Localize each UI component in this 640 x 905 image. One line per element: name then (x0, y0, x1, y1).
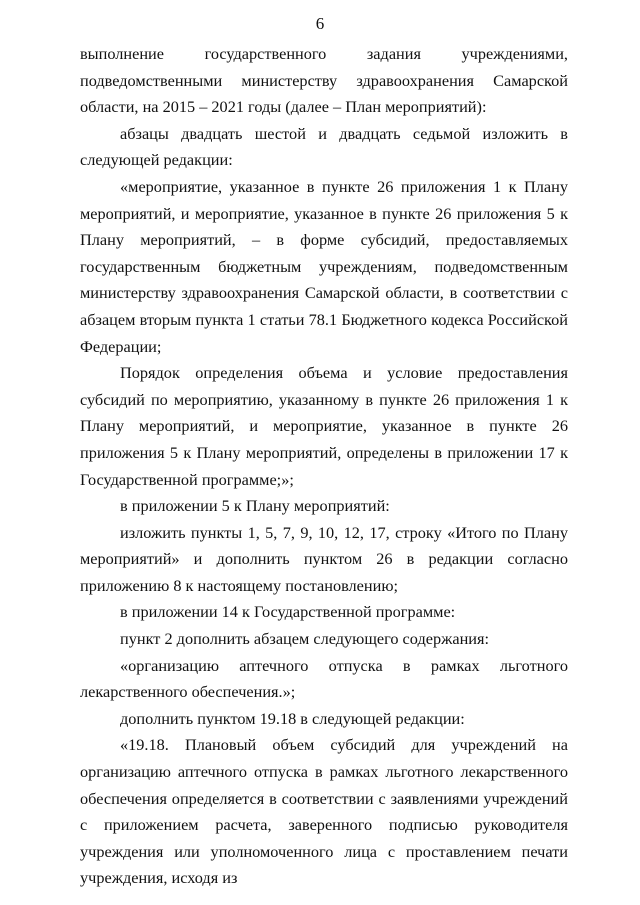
paragraph: выполнение государственного задания учреждениями, подведомственными министерству здравоохранения Самарской области, на 2015 – 2021 годы (далее – План мероприятий): (80, 44, 568, 117)
paragraph: дополнить пунктом 19.18 в следующей редакции: (120, 708, 465, 728)
paragraph: «19.18. Плановый объем субсидий для учреждений на организацию аптечного отпуска в рамках льготного лекарственного обеспечения определяется в соответствии с заявлениями учреждений с приложением расчета, заверенного подписью руководителя учреждения или уполномоченного лица с проставлением печати учреждения, исходя из (80, 735, 568, 888)
page-number: 6 (315, 14, 325, 33)
document-body (80, 41, 568, 892)
paragraph: изложить пункты 1, 5, 7, 9, 10, 12, 17, строку «Итого по Плану мероприятий» и дополнить пунктом 26 в редакции согласно приложению 8 к настоящему постановлению; (80, 522, 568, 595)
paragraph: в приложении 14 к Государственной программе: (120, 602, 456, 622)
paragraph: пункт 2 дополнить абзацем следующего содержания: (120, 629, 490, 649)
paragraph: в приложении 5 к Плану мероприятий: (120, 496, 390, 516)
paragraph: абзацы двадцать шестой и двадцать седьмой изложить в следующей редакции: (80, 123, 568, 170)
paragraph: Порядок определения объема и условие предоставления субсидий по мероприятию, указанному в пункте 26 приложения 1 к Плану мероприятий, и мероприятие, указанное в пункте 26 приложения 5 к Плану мероприятий, определены в приложении 17 к Государственной программе;»; (80, 363, 568, 489)
paragraph: «организацию аптечного отпуска в рамках льготного лекарственного обеспечения.»; (80, 655, 568, 702)
paragraph: «мероприятие, указанное в пункте 26 приложения 1 к Плану мероприятий, и мероприятие, указанное в пункте 26 приложения 5 к Плану мероприятий, – в форме субсидий, предоставляемых государственным бюджетным учреждениям, подведомственным министерству здравоохранения Самарской области, в соответствии с абзацем вторым пункта 1 статьи 78.1 Бюджетного кодекса Российской Федерации; (80, 176, 568, 356)
